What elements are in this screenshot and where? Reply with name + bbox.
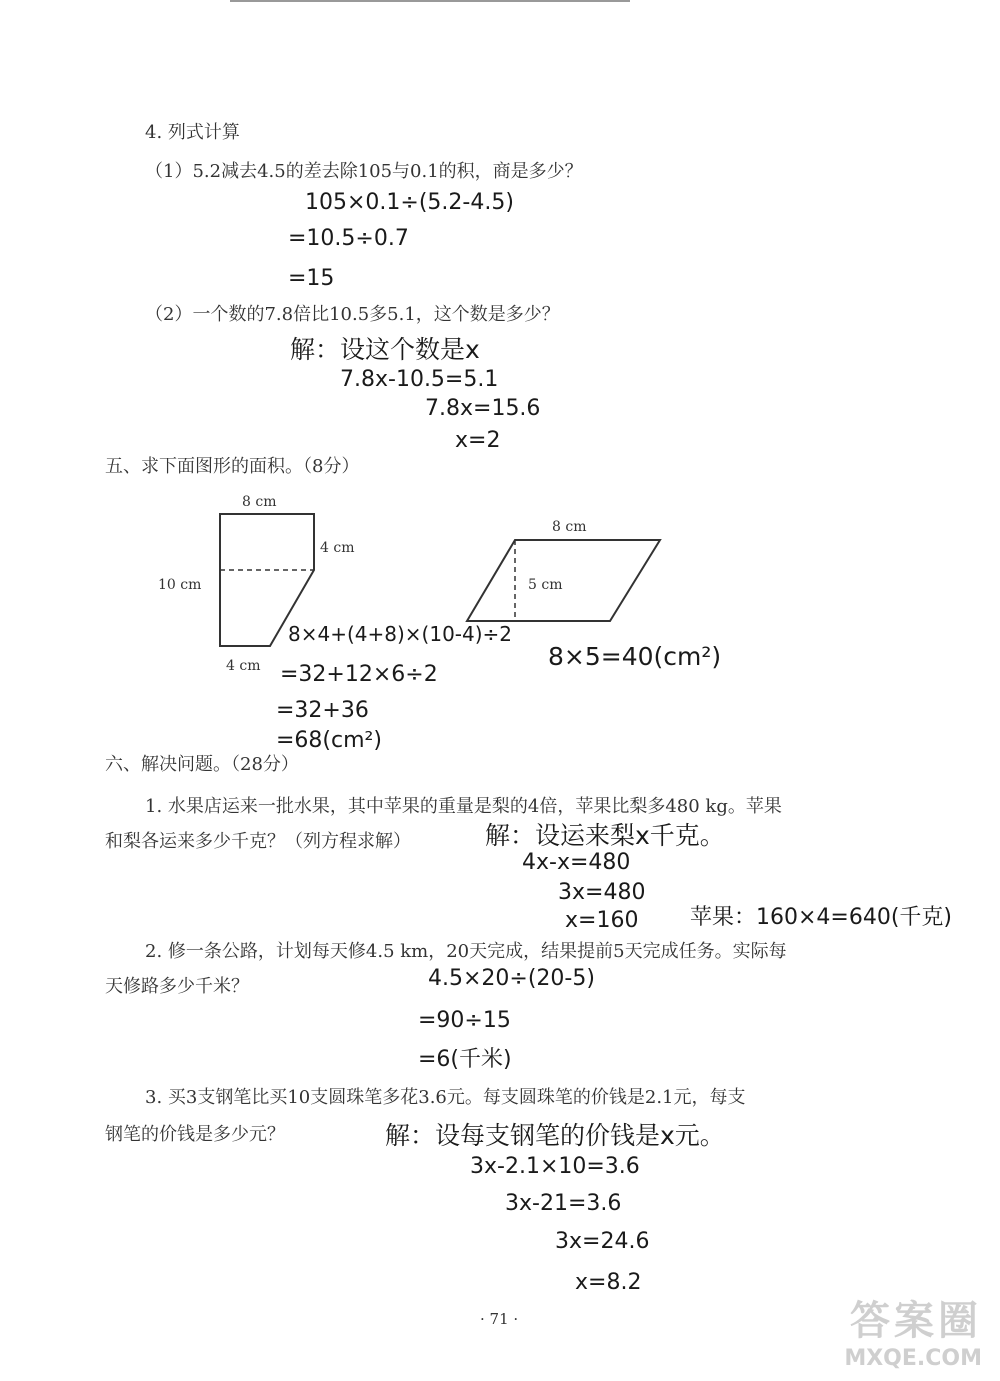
p3-line1: 3. 买3支钢笔比买10支圆珠笔多花3.6元。每支圆珠笔的价钱是2.1元，每支 [145,1087,746,1108]
watermark [844,1289,982,1371]
p1-work-3: 3x=480 [558,880,646,905]
p3-work-5: x=8.2 [575,1270,642,1295]
q4-1-work-3: =15 [288,266,335,291]
page-number: · 71 · [480,1310,519,1328]
fig1-label-bottom: 4 cm [226,658,261,674]
p1-work-5: 苹果：160×4=640(千克) [690,905,953,930]
fig1-work-4: =68(cm²) [276,728,382,753]
p1-work-2: 4x-x=480 [522,850,631,875]
section5-heading: 五、求下面图形的面积。（8分） [105,456,360,477]
q4-2-question: （2）一个数的7.8倍比10.5多5.1，这个数是多少？ [145,304,560,325]
watermark-url: MXQE.COM [844,1346,982,1371]
p2-work-1: 4.5×20÷(20-5) [428,966,595,991]
p2-line1: 2. 修一条公路，计划每天修4.5 km，20天完成，结果提前5天完成任务。实际每 [145,941,787,962]
fig2-work-1: 8×5=40(cm²) [548,642,722,671]
p3-work-4: 3x=24.6 [555,1229,650,1254]
fig1-label-top: 8 cm [242,494,277,510]
p2-line2: 天修路多少千米？ [105,976,249,997]
p3-work-2: 3x-2.1×10=3.6 [470,1154,640,1179]
fig1-label-left: 10 cm [158,577,202,593]
q4-title: 4. 列式计算 [145,122,240,143]
fig1-work-1: 8×4+(4+8)×(10-4)÷2 [288,622,513,646]
p1-work-4: x=160 [565,908,639,933]
p3-work-3: 3x-21=3.6 [505,1191,622,1216]
q4-2-work-4: x=2 [455,428,501,453]
p1-line1: 1. 水果店运来一批水果，其中苹果的重量是梨的4倍，苹果比梨多480 kg。苹果 [145,796,782,817]
fig2-label-top: 8 cm [552,519,587,535]
p1-work-1: 解：设运来梨x千克。 [485,821,725,850]
p3-line2: 钢笔的价钱是多少元？ [105,1124,285,1145]
watermark-logo: 答案圈 [850,1298,982,1344]
parallelogram-outline [467,540,660,621]
fig2-label-height: 5 cm [528,577,563,593]
q4-2-work-3: 7.8x=15.6 [425,396,541,421]
p3-work-1: 解：设每支钢笔的价钱是x元。 [385,1121,725,1150]
p1-line2: 和梨各运来多少千克？（列方程求解） [105,831,411,852]
q4-2-work-1: 解：设这个数是x [290,335,480,364]
fig1-label-right: 4 cm [320,540,355,556]
fig1-work-3: =32+36 [276,698,369,723]
q4-1-work-2: =10.5÷0.7 [288,226,409,251]
q4-1-work-1: 105×0.1÷(5.2-4.5) [305,190,514,215]
q4-2-work-2: 7.8x-10.5=5.1 [340,367,499,392]
p2-work-3: =6(千米) [418,1047,512,1072]
q4-1-question: （1）5.2减去4.5的差去除105与0.1的积，商是多少？ [145,161,583,182]
p2-work-2: =90÷15 [418,1008,511,1033]
section6-heading: 六、解决问题。（28分） [105,754,299,775]
fig1-work-2: =32+12×6÷2 [280,662,438,687]
